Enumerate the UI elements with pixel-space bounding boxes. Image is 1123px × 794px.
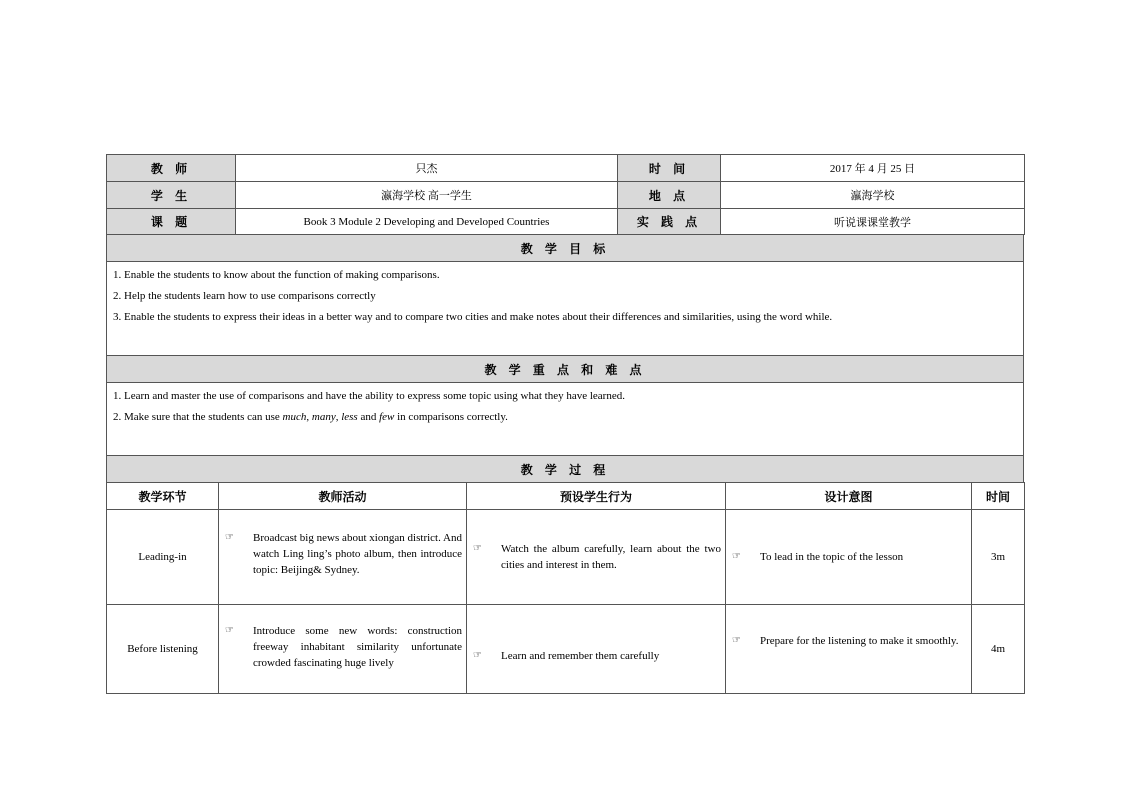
teacher-activity: Broadcast big news about xiongan district. And watch Ling ling’s photo album, then introduce topic: Beijing& Sydney. (253, 532, 462, 576)
col-header-purpose: 设计意图 (726, 483, 972, 510)
process-title: 教 学 过 程 (107, 456, 1024, 483)
time-value: 2017 年 4 月 25 日 (721, 155, 1025, 182)
lesson-plan (106, 154, 1024, 694)
key-points-list (107, 383, 1024, 456)
key-point-item: 2. Make sure that the students can use much, many, less and few in comparisons correctly. (113, 411, 508, 423)
place-label: 地 点 (618, 182, 721, 209)
place-value: 瀛海学校 (721, 182, 1025, 209)
process-table (106, 482, 1025, 694)
objective-item: 3. Enable the students to express their ideas in a better way and to compare two cities and make notes about their differences and similarities, using the word while. (113, 311, 833, 323)
time-cell: 4m (972, 605, 1025, 694)
table-row (107, 605, 1025, 694)
table-row (107, 510, 1025, 605)
student-value: 瀛海学校 高一学生 (236, 182, 618, 209)
teacher-activity: Introduce some new words: construction freeway inhabitant similarity unfortunate crowded fascinating huge lively (253, 625, 462, 669)
practice-value: 听说课课堂教学 (721, 209, 1025, 235)
topic-label: 课 题 (107, 209, 236, 235)
stage-cell: Before listening (107, 605, 219, 694)
hand-pointer-icon: ☞ (225, 532, 234, 543)
key-points-title: 教 学 重 点 和 难 点 (107, 356, 1024, 383)
hand-pointer-icon: ☞ (732, 551, 741, 562)
hand-pointer-icon: ☞ (473, 543, 482, 554)
col-header-stage: 教学环节 (107, 483, 219, 510)
goals-table (106, 234, 1024, 483)
word-many: many (311, 411, 336, 423)
col-header-time: 时间 (972, 483, 1025, 510)
teacher-label: 教 师 (107, 155, 236, 182)
design-purpose: Prepare for the listening to make it smoothly. (760, 635, 959, 647)
practice-label: 实 践 点 (618, 209, 721, 235)
word-less: less (341, 411, 358, 423)
objectives-title: 教 学 目 标 (107, 235, 1024, 262)
word-few: few (379, 411, 395, 423)
col-header-student: 预设学生行为 (467, 483, 726, 510)
info-table (106, 154, 1025, 235)
hand-pointer-icon: ☞ (225, 625, 234, 636)
teacher-value: 只杰 (236, 155, 618, 182)
student-label: 学 生 (107, 182, 236, 209)
key-point-item: 1. Learn and master the use of comparisons and have the ability to express some topic using what they have learned. (113, 390, 625, 402)
student-behavior: Learn and remember them carefully (501, 650, 660, 662)
student-behavior: Watch the album carefully, learn about the two cities and interest in them. (501, 543, 721, 571)
time-label: 时 间 (618, 155, 721, 182)
objective-item: 2. Help the students learn how to use comparisons correctly (113, 290, 376, 302)
objective-item: 1. Enable the students to know about the function of making comparisons. (113, 269, 440, 281)
topic-value: Book 3 Module 2 Developing and Developed Countries (236, 209, 618, 235)
hand-pointer-icon: ☞ (732, 635, 741, 646)
col-header-teacher: 教师活动 (219, 483, 467, 510)
objectives-list (107, 262, 1024, 356)
word-much: much (282, 411, 307, 423)
stage-cell: Leading-in (107, 510, 219, 605)
design-purpose: To lead in the topic of the lesson (760, 551, 904, 563)
hand-pointer-icon: ☞ (473, 650, 482, 661)
time-cell: 3m (972, 510, 1025, 605)
